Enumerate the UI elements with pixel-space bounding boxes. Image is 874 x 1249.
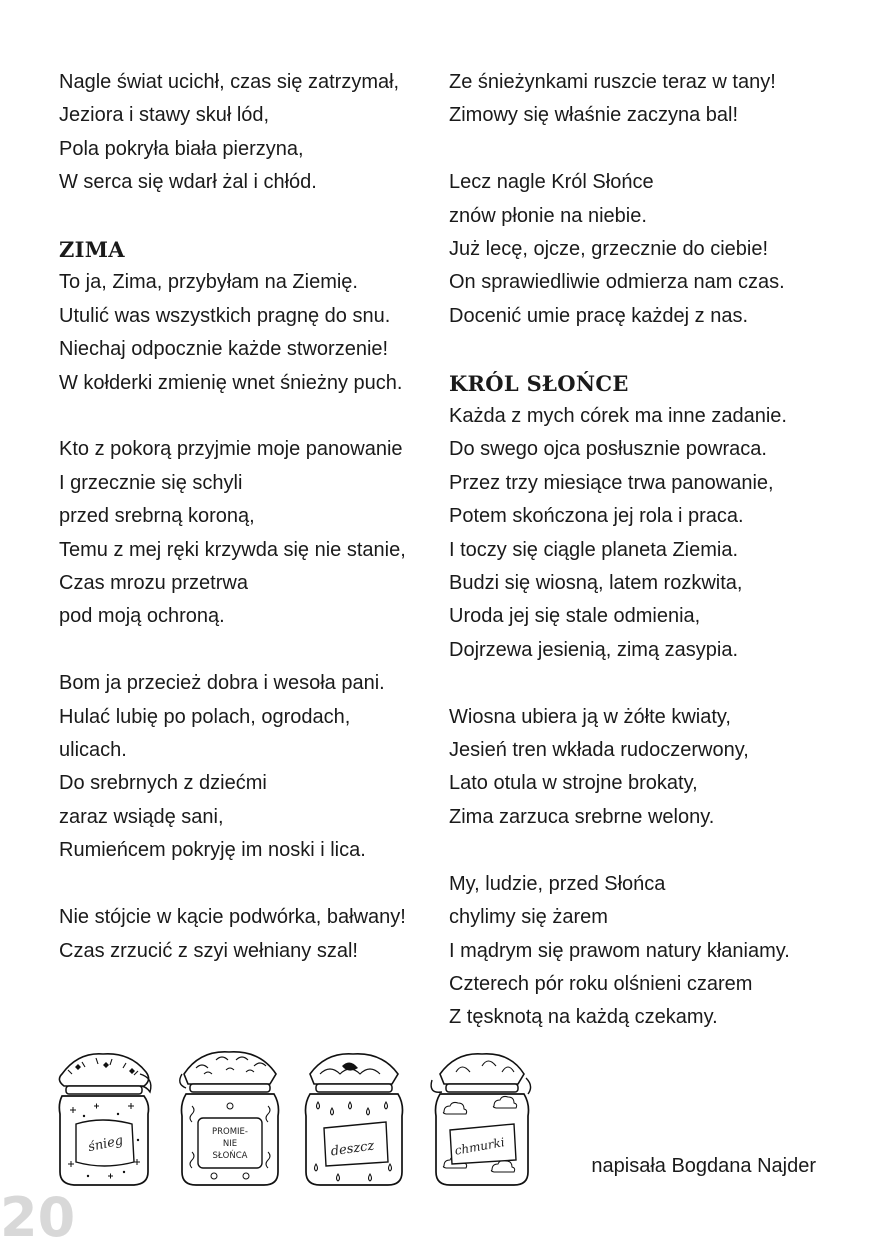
jar-snieg-icon <box>48 1044 158 1189</box>
poem-line: Ze śnieżynkami ruszcie teraz w tany! <box>449 71 776 93</box>
jar-deszcz-icon <box>298 1044 408 1189</box>
right-column <box>449 66 849 1068</box>
poem-line: W serca się wdarł żal i chłód. <box>59 171 317 194</box>
poem-line: I toczy się ciągle planeta Ziemia. <box>449 538 739 561</box>
poem-line: pod moją ochroną. <box>59 605 225 628</box>
poem-line: Już lecę, ojcze, grzecznie do ciebie! <box>449 238 769 261</box>
stanza <box>449 400 849 667</box>
poem-line: Temu z mej ręki krzywda się nie stanie, <box>59 538 406 561</box>
poem-line: przed srebrną koroną, <box>59 505 255 528</box>
poem-line: Czas zrzucić z szyi wełniany szal! <box>59 939 358 962</box>
poem-line: Utulić was wszystkich pragnę do snu. <box>59 304 391 327</box>
poem-line: Do srebrnych z dziećmi <box>59 772 267 795</box>
poem-line: Potem skończona jej rola i praca. <box>449 505 744 528</box>
jar2-label-line2: NIE <box>222 1139 238 1149</box>
jar3-label: deszcz <box>329 1138 376 1160</box>
poem-line: chylimy się żarem <box>449 906 608 929</box>
poem-line: Budzi się wiosną, latem rozkwita, <box>449 572 743 595</box>
poem-line: Rumieńcem pokryję im noski i lica. <box>59 839 366 862</box>
poem-line: My, ludzie, przed Słońca <box>449 872 666 895</box>
poem-line: Czterech pór roku olśnieni czarem <box>449 972 753 995</box>
jar-chmurki-icon <box>426 1044 536 1189</box>
poem-line: W kołderki zmienię wnet śnieżny puch. <box>59 371 403 394</box>
stanza <box>449 66 849 133</box>
jar2-label-line1: PROMIE- <box>211 1127 249 1137</box>
poem-line: On sprawiedliwie odmierza nam czas. <box>449 271 785 294</box>
stanza <box>59 66 439 200</box>
poem-line: Lecz nagle Król Słońce <box>449 171 654 194</box>
poem-line: I grzecznie się schyli <box>59 471 243 494</box>
jar2-label-line3: SŁOŃCA <box>212 1151 248 1161</box>
poem-line: Nagle świat ucichł, czas się zatrzymał, <box>59 71 400 93</box>
jars-illustration <box>48 1044 548 1194</box>
stanza <box>449 166 849 333</box>
poem-line: ulicach. <box>59 739 127 762</box>
poem-line: Lato otula w strojne brokaty, <box>449 772 698 795</box>
stanza <box>59 433 439 633</box>
heading-krol-slonce: KRÓL SŁOŃCE <box>449 370 629 396</box>
poem-line: Bom ja przecież dobra i wesoła pani. <box>59 672 385 695</box>
heading-zima: ZIMA <box>59 237 125 263</box>
poem-line: Zimowy się właśnie zaczyna bal! <box>449 104 738 127</box>
poem-line: Jeziora i stawy skuł lód, <box>59 104 270 127</box>
poem-line: Jesień tren wkłada rudoczerwony, <box>449 739 749 762</box>
jar4-label: chmurki <box>453 1135 506 1158</box>
poem-line: zaraz wsiądę sani, <box>59 805 224 828</box>
poem-line: Czas mrozu przetrwa <box>59 572 248 595</box>
stanza <box>59 901 439 968</box>
left-column <box>59 66 439 1001</box>
poem-line: Uroda jej się stale odmienia, <box>449 605 701 628</box>
page-number: 20 <box>0 1186 76 1249</box>
poem-line: Kto z pokorą przyjmie moje panowanie <box>59 438 403 461</box>
stanza <box>59 266 439 400</box>
poem-line: I mądrym się prawom natury kłaniamy. <box>449 939 790 962</box>
jar-promienie-slonca-icon <box>174 1044 284 1189</box>
poem-line: Zima zarzuca srebrne welony. <box>449 805 715 828</box>
poem-line: Przez trzy miesiące trwa panowanie, <box>449 471 774 494</box>
poem-line: Dojrzewa jesienią, zimą zasypia. <box>449 638 739 661</box>
poem-line: Pola pokryła biała pierzyna, <box>59 137 304 160</box>
poem-line: To ja, Zima, przybyłam na Ziemię. <box>59 271 358 294</box>
poem-line: Do swego ojca posłusznie powraca. <box>449 438 767 461</box>
poem-line: Niechaj odpocznie każde stworzenie! <box>59 338 389 361</box>
stanza <box>449 868 849 1035</box>
author-credit: napisała Bogdana Najder <box>591 1155 816 1177</box>
poem-line: Hulać lubię po polach, ogrodach, <box>59 705 351 728</box>
poem-line: Nie stójcie w kącie podwórka, bałwany! <box>59 906 406 929</box>
jar1-label: śnieg <box>86 1133 125 1156</box>
poem-line: Każda z mych córek ma inne zadanie. <box>449 405 787 428</box>
poem-line: Z tęsknotą na każdą czekamy. <box>449 1006 718 1029</box>
stanza <box>59 667 439 867</box>
poem-line: znów płonie na niebie. <box>449 204 647 227</box>
poem-line: Docenić umie pracę każdej z nas. <box>449 304 749 327</box>
poem-line: Wiosna ubiera ją w żółte kwiaty, <box>449 705 731 728</box>
stanza <box>449 701 849 835</box>
